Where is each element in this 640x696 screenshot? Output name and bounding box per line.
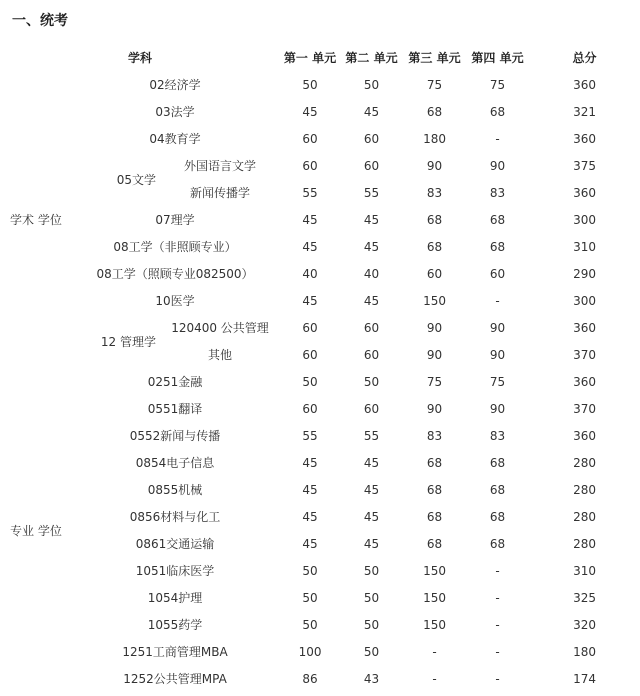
subject-name: 其他 bbox=[208, 348, 233, 362]
unit-4-score: 68 bbox=[489, 104, 506, 119]
total-score: 310 bbox=[573, 239, 596, 254]
table-row bbox=[0, 503, 640, 530]
subject-name: 08工学（非照顾专业） bbox=[113, 240, 237, 254]
unit-4-score: - bbox=[495, 563, 500, 578]
subgroup-label-literature: 05文学 bbox=[116, 172, 156, 187]
header-total: 总分 bbox=[572, 51, 597, 65]
unit-3-score: 90 bbox=[426, 320, 443, 335]
total-score: 280 bbox=[573, 509, 596, 524]
unit-3-score: 150 bbox=[423, 293, 446, 308]
unit-2-score: 45 bbox=[363, 536, 380, 551]
unit-1-score: 60 bbox=[302, 320, 318, 335]
unit-3-score: 75 bbox=[426, 77, 443, 92]
unit-1-score: 60 bbox=[302, 347, 318, 362]
subject-name: 0855机械 bbox=[147, 483, 203, 497]
table-row bbox=[0, 260, 640, 287]
subject-name: 02经济学 bbox=[149, 78, 201, 92]
total-score: 280 bbox=[573, 536, 596, 551]
unit-4-score: 90 bbox=[489, 347, 506, 362]
unit-1-score: 50 bbox=[302, 374, 318, 389]
total-score: 290 bbox=[573, 266, 596, 281]
unit-4-score: 83 bbox=[489, 428, 506, 443]
total-score: 370 bbox=[573, 401, 596, 416]
score-table bbox=[0, 44, 640, 692]
total-score: 300 bbox=[573, 212, 596, 227]
unit-4-score: 60 bbox=[489, 266, 506, 281]
unit-1-score: 45 bbox=[302, 509, 318, 524]
total-score: 320 bbox=[573, 617, 596, 632]
total-score: 375 bbox=[573, 158, 596, 173]
total-score: 360 bbox=[573, 428, 596, 443]
unit-2-score: 55 bbox=[363, 185, 380, 200]
unit-2-score: 60 bbox=[363, 347, 380, 362]
table-row bbox=[0, 368, 640, 395]
unit-3-score: 68 bbox=[426, 212, 443, 227]
total-score: 180 bbox=[573, 644, 596, 659]
unit-1-score: 45 bbox=[302, 239, 318, 254]
unit-4-score: - bbox=[495, 590, 500, 605]
total-score: 310 bbox=[573, 563, 596, 578]
unit-4-score: 68 bbox=[489, 509, 506, 524]
group-label-professional: 专业 学位 bbox=[10, 523, 62, 538]
total-score: 174 bbox=[573, 671, 596, 686]
subject-name: 新闻传播学 bbox=[190, 186, 251, 200]
unit-1-score: 45 bbox=[302, 104, 318, 119]
unit-3-score: 83 bbox=[426, 428, 443, 443]
table-row bbox=[0, 476, 640, 503]
unit-3-score: 90 bbox=[426, 347, 443, 362]
subject-name: 外国语言文学 bbox=[184, 159, 257, 173]
subject-name: 10医学 bbox=[155, 294, 195, 308]
table-row bbox=[0, 314, 640, 341]
table-row bbox=[0, 611, 640, 638]
unit-4-score: - bbox=[495, 293, 500, 308]
unit-4-score: 90 bbox=[489, 158, 506, 173]
group-label-academic: 学术 学位 bbox=[10, 213, 62, 227]
subject-name: 1055药学 bbox=[147, 618, 203, 632]
table-row bbox=[0, 71, 640, 98]
unit-1-score: 55 bbox=[302, 428, 318, 443]
unit-3-score: 150 bbox=[423, 617, 446, 632]
unit-1-score: 50 bbox=[302, 590, 318, 605]
unit-1-score: 50 bbox=[302, 77, 318, 92]
unit-1-score: 86 bbox=[302, 671, 318, 686]
unit-3-score: 150 bbox=[423, 563, 446, 578]
unit-2-score: 50 bbox=[363, 563, 380, 578]
unit-2-score: 50 bbox=[363, 374, 380, 389]
unit-2-score: 50 bbox=[363, 617, 380, 632]
unit-2-score: 45 bbox=[363, 104, 380, 119]
unit-1-score: 45 bbox=[302, 212, 318, 227]
unit-3-score: 150 bbox=[423, 590, 446, 605]
unit-3-score: 90 bbox=[426, 158, 443, 173]
unit-3-score: 83 bbox=[426, 185, 443, 200]
unit-4-score: 83 bbox=[489, 185, 506, 200]
table-row bbox=[0, 665, 640, 692]
unit-2-score: 60 bbox=[363, 131, 380, 146]
unit-2-score: 50 bbox=[363, 77, 380, 92]
unit-3-score: 68 bbox=[426, 482, 443, 497]
unit-1-score: 45 bbox=[302, 536, 318, 551]
unit-4-score: 75 bbox=[489, 374, 506, 389]
unit-1-score: 45 bbox=[302, 293, 318, 308]
unit-4-score: - bbox=[495, 617, 500, 632]
table-row bbox=[0, 233, 640, 260]
unit-2-score: 60 bbox=[363, 401, 380, 416]
table-row bbox=[0, 125, 640, 152]
unit-1-score: 50 bbox=[302, 617, 318, 632]
unit-1-score: 60 bbox=[302, 158, 318, 173]
table-row bbox=[0, 638, 640, 665]
unit-2-score: 50 bbox=[363, 644, 380, 659]
unit-3-score: - bbox=[432, 644, 437, 659]
header-unit-2: 第二 单元 bbox=[345, 51, 398, 65]
unit-1-score: 100 bbox=[298, 644, 322, 659]
unit-4-score: 68 bbox=[489, 455, 506, 470]
unit-4-score: 90 bbox=[489, 320, 506, 335]
table-row bbox=[0, 449, 640, 476]
unit-3-score: 75 bbox=[426, 374, 443, 389]
total-score: 300 bbox=[573, 293, 596, 308]
table-row bbox=[0, 152, 640, 179]
unit-1-score: 45 bbox=[302, 482, 318, 497]
subject-name: 08工学（照顾专业082500） bbox=[96, 267, 254, 281]
unit-3-score: 68 bbox=[426, 239, 443, 254]
subject-name: 1251工商管理MBA bbox=[122, 645, 228, 659]
unit-3-score: 68 bbox=[426, 104, 443, 119]
table-row bbox=[0, 557, 640, 584]
subject-name: 0856材料与化工 bbox=[129, 510, 221, 524]
unit-1-score: 60 bbox=[302, 131, 318, 146]
table-row bbox=[0, 98, 640, 125]
unit-4-score: 90 bbox=[489, 401, 506, 416]
unit-4-score: 68 bbox=[489, 239, 506, 254]
total-score: 370 bbox=[573, 347, 596, 362]
unit-3-score: 68 bbox=[426, 536, 443, 551]
subject-name: 0551翻译 bbox=[147, 402, 203, 416]
unit-2-score: 60 bbox=[363, 158, 380, 173]
unit-2-score: 40 bbox=[363, 266, 380, 281]
unit-1-score: 55 bbox=[302, 185, 318, 200]
unit-2-score: 50 bbox=[363, 590, 380, 605]
total-score: 360 bbox=[573, 374, 596, 389]
subject-name: 0251金融 bbox=[147, 375, 203, 389]
unit-3-score: 60 bbox=[426, 266, 443, 281]
table-row bbox=[0, 287, 640, 314]
unit-3-score: 180 bbox=[423, 131, 446, 146]
subject-name: 1054护理 bbox=[147, 591, 203, 605]
table-row bbox=[0, 395, 640, 422]
total-score: 280 bbox=[573, 482, 596, 497]
unit-1-score: 45 bbox=[302, 455, 318, 470]
total-score: 280 bbox=[573, 455, 596, 470]
total-score: 360 bbox=[573, 131, 596, 146]
table-row bbox=[0, 422, 640, 449]
subject-name: 0854电子信息 bbox=[135, 456, 215, 470]
total-score: 360 bbox=[573, 77, 596, 92]
table-row bbox=[0, 530, 640, 557]
header-unit-1: 第一 单元 bbox=[283, 51, 337, 65]
total-score: 325 bbox=[573, 590, 596, 605]
unit-4-score: - bbox=[495, 644, 500, 659]
subject-name: 0552新闻与传播 bbox=[129, 429, 221, 443]
unit-1-score: 60 bbox=[302, 401, 318, 416]
subject-name: 03法学 bbox=[155, 105, 195, 119]
unit-4-score: 75 bbox=[489, 77, 506, 92]
unit-2-score: 45 bbox=[363, 509, 380, 524]
section-heading: 一、统考 bbox=[12, 13, 68, 29]
subject-name: 1051临床医学 bbox=[135, 564, 215, 578]
unit-2-score: 45 bbox=[363, 212, 380, 227]
unit-4-score: 68 bbox=[489, 482, 506, 497]
subject-name: 0861交通运输 bbox=[135, 537, 215, 551]
unit-2-score: 45 bbox=[363, 293, 380, 308]
subject-name: 04教育学 bbox=[149, 132, 201, 146]
subject-name: 1252公共管理MPA bbox=[123, 672, 227, 686]
header-unit-4: 第四 单元 bbox=[471, 51, 524, 65]
total-score: 360 bbox=[573, 185, 596, 200]
subgroup-label-management: 12 管理学 bbox=[100, 334, 156, 349]
unit-1-score: 50 bbox=[302, 563, 318, 578]
unit-1-score: 40 bbox=[302, 266, 318, 281]
unit-3-score: - bbox=[432, 671, 437, 686]
header-subject: 学科 bbox=[128, 51, 153, 65]
unit-4-score: - bbox=[495, 671, 500, 686]
subject-name: 120400 公共管理 bbox=[171, 321, 269, 335]
total-score: 360 bbox=[573, 320, 596, 335]
unit-2-score: 60 bbox=[363, 320, 380, 335]
table-header bbox=[0, 44, 640, 71]
unit-4-score: - bbox=[495, 131, 500, 146]
subject-name: 07理学 bbox=[155, 213, 195, 227]
unit-2-score: 45 bbox=[363, 482, 380, 497]
unit-4-score: 68 bbox=[489, 212, 506, 227]
unit-4-score: 68 bbox=[489, 536, 506, 551]
table-row bbox=[0, 206, 640, 233]
unit-3-score: 90 bbox=[426, 401, 443, 416]
unit-2-score: 55 bbox=[363, 428, 380, 443]
total-score: 321 bbox=[573, 104, 596, 119]
unit-2-score: 43 bbox=[363, 671, 380, 686]
unit-2-score: 45 bbox=[363, 239, 380, 254]
unit-3-score: 68 bbox=[426, 455, 443, 470]
table-row bbox=[0, 584, 640, 611]
unit-3-score: 68 bbox=[426, 509, 443, 524]
unit-2-score: 45 bbox=[363, 455, 380, 470]
header-unit-3: 第三 单元 bbox=[408, 51, 461, 65]
